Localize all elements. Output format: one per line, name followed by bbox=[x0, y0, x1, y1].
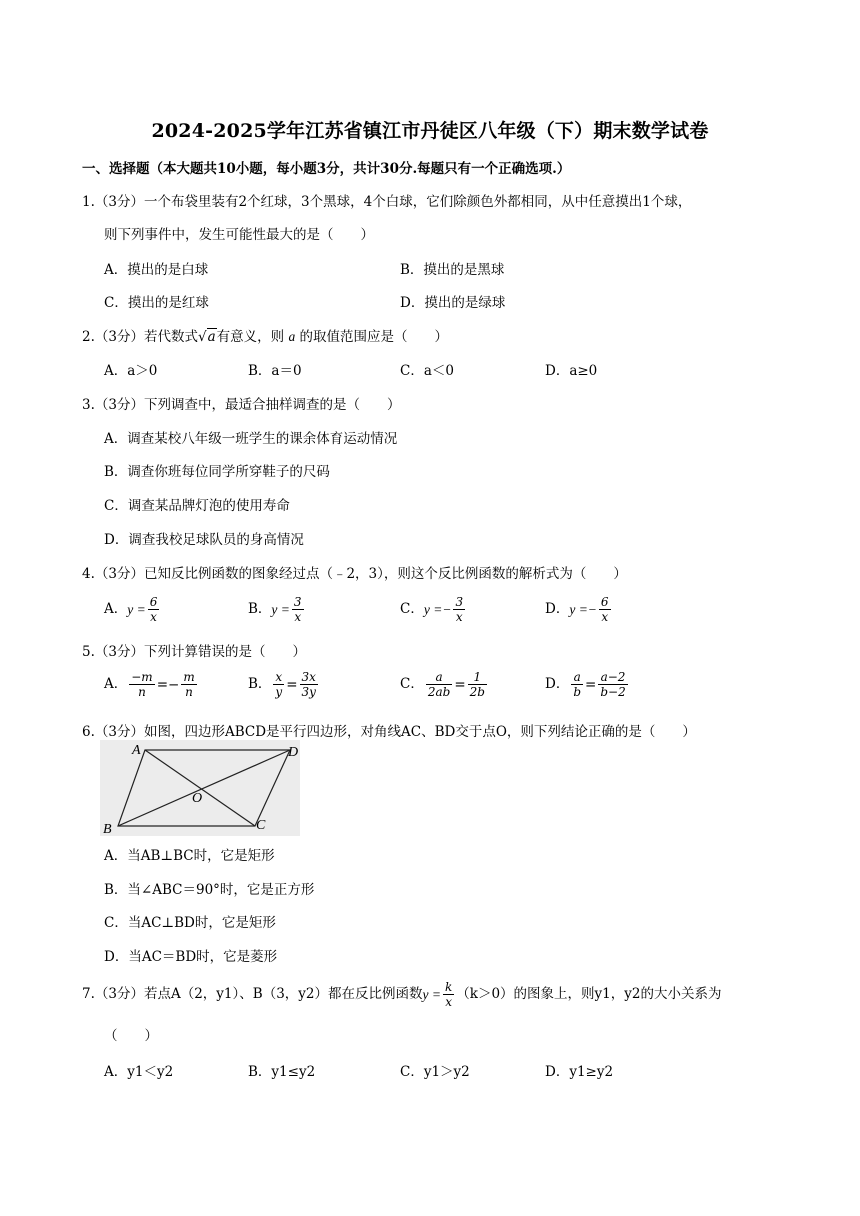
question-3-option-b: B．调查你班每位同学所穿鞋子的尺码 bbox=[104, 464, 330, 480]
question-4-stem: 4.（3分）已知反比例函数的图象经过点（﹣2，3），则这个反比例函数的解析式为（ ） bbox=[82, 566, 627, 582]
question-2-option-d: D．a≥0 bbox=[545, 363, 598, 379]
question-7-option-a: A．y1＜y2 bbox=[104, 1064, 174, 1080]
question-5-option-a: A． $\frac{-m}{n}$ =− $\frac{m}{n}$ bbox=[104, 670, 195, 699]
question-6-option-b: B．当∠ABC＝90°时，它是正方形 bbox=[104, 882, 315, 898]
question-7-stem: 7.（3分）若点A（2，y1）、B（3，y2）都在反比例函数y = $\frac{k}{x}$ （k＞0）的图象上，则y1，y2的大小关系为 bbox=[82, 980, 722, 1009]
question-5-stem: 5.（3分）下列计算错误的是（ ） bbox=[82, 644, 306, 660]
question-5-option-d: D． $\frac{a}{b}$ = $\frac{a-2}{b-2}$ bbox=[545, 670, 626, 699]
question-4-option-d: D．y =− $\frac{6}{x}$ bbox=[545, 595, 609, 624]
page-title: 2024-2025学年江苏省镇江市丹徒区八年级（下）期末数学试卷 bbox=[151, 120, 709, 142]
question-4-option-b: B．y = $\frac{3}{x}$ bbox=[248, 595, 302, 624]
question-3-option-a: A．调查某校八年级一班学生的课余体育运动情况 bbox=[104, 431, 398, 447]
question-6-option-d: D．当AC＝BD时，它是菱形 bbox=[104, 949, 278, 965]
question-1-stem-line1: 1.（3分）一个布袋里装有2个红球，3个黑球，4个白球，它们除颜色外都相同，从中任意摸出1个球， bbox=[82, 194, 692, 210]
question-1-option-c: C．摸出的是红球 bbox=[104, 295, 209, 311]
parallelogram-figure bbox=[100, 740, 300, 836]
question-1-option-a: A．摸出的是白球 bbox=[104, 262, 209, 278]
question-2-option-c: C．a＜0 bbox=[400, 363, 454, 379]
question-1-option-b: B．摸出的是黑球 bbox=[400, 262, 505, 278]
question-7-option-d: D．y1≥y2 bbox=[545, 1064, 614, 1080]
question-7-stem-line2: （ ） bbox=[104, 1028, 158, 1044]
question-1-stem-line2: 则下列事件中，发生可能性最大的是（ ） bbox=[104, 227, 374, 243]
question-3-stem: 3.（3分）下列调查中，最适合抽样调查的是（ ） bbox=[82, 397, 401, 413]
question-2-stem: 2.（3分）若代数式√a有意义，则 a 的取值范围应是（ ） bbox=[82, 329, 448, 345]
section-heading: 一、选择题（本大题共10小题，每小题3分，共计30分.每题只有一个正确选项.） bbox=[82, 161, 571, 177]
vertex-label-c: C bbox=[256, 818, 266, 833]
question-4-option-a: A．y = $\frac{6}{x}$ bbox=[104, 595, 158, 624]
question-3-option-c: C．调查某品牌灯泡的使用寿命 bbox=[104, 498, 290, 514]
center-label-o: O bbox=[192, 791, 203, 806]
vertex-label-b: B bbox=[103, 822, 112, 836]
question-5-option-c: C． $\frac{a}{2ab}$ = $\frac{1}{2b}$ bbox=[400, 670, 485, 699]
question-3-option-d: D．调查我校足球队员的身高情况 bbox=[104, 532, 304, 548]
question-5-option-b: B． $\frac{x}{y}$ = $\frac{3x}{3y}$ bbox=[248, 670, 316, 699]
question-6-option-a: A．当AB⊥BC时，它是矩形 bbox=[104, 848, 275, 864]
question-4-option-c: C．y =− $\frac{3}{x}$ bbox=[400, 595, 464, 624]
question-6-option-c: C．当AC⊥BD时，它是矩形 bbox=[104, 915, 276, 931]
question-2-option-b: B．a＝0 bbox=[248, 363, 302, 379]
question-6-stem: 6.（3分）如图，四边形ABCD是平行四边形，对角线AC、BD交于点O，则下列结论正确的是（ ） bbox=[82, 724, 696, 740]
question-1-option-d: D．摸出的是绿球 bbox=[400, 295, 506, 311]
question-7-option-c: C．y1＞y2 bbox=[400, 1064, 470, 1080]
question-7-option-b: B．y1≤y2 bbox=[248, 1064, 316, 1080]
question-2-option-a: A．a＞0 bbox=[104, 363, 158, 379]
vertex-label-a: A bbox=[132, 743, 141, 758]
sqrt-expression: √a bbox=[197, 329, 216, 345]
vertex-label-d: D bbox=[288, 745, 299, 760]
